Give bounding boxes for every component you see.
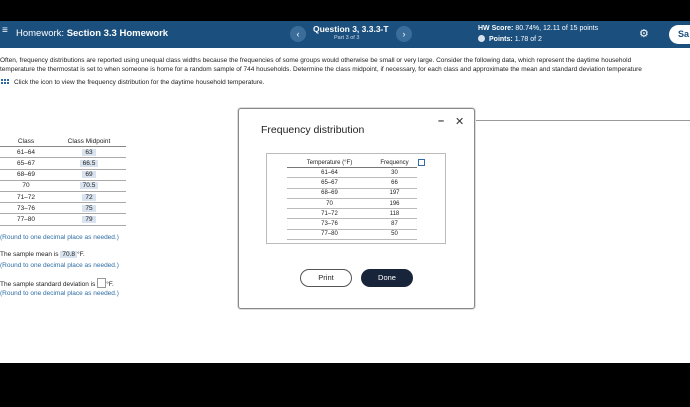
table-row [287,209,417,219]
class-cell: 61–64 [0,147,52,158]
midpoint-cell [52,158,126,169]
midpoint-value: 70.5 [80,182,99,189]
temperature-cell: 71–72 [287,209,372,219]
sample-mean-answer[interactable]: 70.8 [62,251,75,258]
close-icon[interactable]: ✕ [455,116,465,128]
problem-statement-line-2: temperature the thermostat is set to when someone is home for a random sample of 744 households. Determine the class midpoint, if necessary, for each class and approximate the mean and standard deviation temperature [0,65,642,73]
dialog-title: Frequency distribution [261,124,365,136]
table-header-row [0,136,126,147]
table-header-row [287,158,417,168]
homework-label: Homework: [16,28,65,39]
homework-section: Section 3.3 Homework [66,28,169,39]
column-header-temperature: Temperature (°F) [287,158,372,168]
points [478,35,542,43]
class-cell: 77–80 [0,214,52,225]
previous-question-button[interactable]: ‹ [290,26,306,42]
table-row [0,180,126,191]
done-button[interactable]: Done [361,269,413,287]
copy-icon[interactable] [418,159,425,166]
frequency-table-frame [266,153,446,244]
divider [474,120,690,121]
rounding-note-1: (Round to one decimal place as needed.) [0,234,119,241]
frequency-cell: 30 [372,168,417,178]
column-header-class: Class [0,136,52,147]
view-distribution-text: Click the icon to view the frequency distribution for the daytime household temperature. [14,79,265,86]
class-midpoint-table [0,136,126,226]
table-row [0,147,126,158]
sample-mean-label: The sample mean is [0,251,59,258]
temperature-cell: 77–80 [287,229,372,239]
midpoint-cell [52,180,126,191]
midpoint-value: 72 [82,194,95,201]
top-header-bar [0,21,690,48]
homework-title [16,28,168,39]
column-header-midpoint: Class Midpoint [52,136,126,147]
table-row [287,168,417,178]
frequency-cell: 66 [372,178,417,188]
table-row [287,178,417,188]
temperature-cell: 73–76 [287,219,372,229]
view-distribution-row[interactable] [0,78,264,86]
midpoint-cell [52,214,126,225]
rounding-note-3: (Round to one decimal place as needed.) [0,290,119,297]
frequency-cell: 196 [372,198,417,208]
midpoint-cell [52,203,126,214]
frequency-table [287,158,417,240]
points-progress-icon [478,35,485,42]
rounding-note-2: (Round to one decimal place as needed.) [0,262,119,269]
temperature-cell: 68–69 [287,188,372,198]
hw-score-value: 80.74%, 12.11 of 15 points [515,25,599,32]
midpoint-value: 63 [82,149,95,156]
class-cell: 65–67 [0,158,52,169]
hw-score-label: HW Score: [478,25,514,32]
question-part: Part 3 of 3 [334,35,360,41]
sample-sd-unit: °F. [106,281,114,288]
sample-sd-row [0,278,114,288]
frequency-cell: 118 [372,209,417,219]
table-icon[interactable] [0,78,9,85]
points-value: 1.78 of 2 [514,36,542,43]
gear-icon[interactable]: ⚙ [639,28,649,40]
hw-score [478,25,598,32]
frequency-distribution-dialog [238,108,475,309]
midpoint-value: 75 [82,205,95,212]
frequency-cell: 87 [372,219,417,229]
midpoint-cell [52,169,126,180]
minimize-icon[interactable]: – [438,115,445,127]
problem-statement [0,57,690,74]
frequency-cell: 50 [372,229,417,239]
midpoint-cell [52,191,126,202]
temperature-cell: 61–64 [287,168,372,178]
table-row [0,158,126,169]
save-button[interactable]: Sa [669,25,690,44]
table-row [0,169,126,180]
print-button[interactable]: Print [300,269,352,287]
frequency-cell: 197 [372,188,417,198]
table-row [287,229,417,239]
next-question-button[interactable]: › [396,26,412,42]
sample-mean-unit: °F. [77,251,85,258]
menu-icon[interactable]: ≡ [2,25,8,36]
midpoint-value: 66.5 [80,160,99,167]
points-label: Points: [489,36,513,43]
temperature-cell: 70 [287,198,372,208]
table-row [0,214,126,225]
class-cell: 73–76 [0,203,52,214]
problem-statement-line-1: Often, frequency distributions are reported using unequal class widths because the frequencies of some groups would otherwise be small or very large. Consider the following data, which represent the daytime household [0,57,632,64]
table-row [0,203,126,214]
table-row [287,198,417,208]
question-title: Question 3, 3.3.3-T [313,24,389,34]
column-header-frequency: Frequency [372,158,417,168]
midpoint-value: 69 [82,171,95,178]
sample-sd-input[interactable] [97,278,106,288]
sample-mean-row [0,251,85,258]
class-cell: 71–72 [0,191,52,202]
midpoint-cell [52,147,126,158]
class-cell: 70 [0,180,52,191]
sample-sd-label: The sample standard deviation is [0,281,96,288]
table-row [0,191,126,202]
table-row [287,188,417,198]
class-cell: 68–69 [0,169,52,180]
table-row [287,219,417,229]
temperature-cell: 65–67 [287,178,372,188]
midpoint-value: 79 [82,216,95,223]
